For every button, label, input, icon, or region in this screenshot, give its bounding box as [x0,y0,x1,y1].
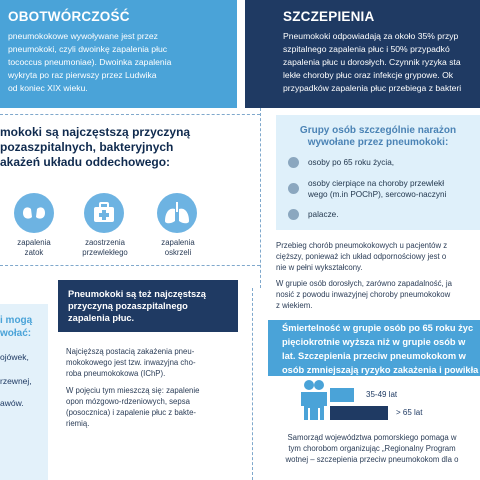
banner-left-text [8,30,171,95]
risk-group-line: osoby po 65 roku życia, [308,158,395,167]
mortality-line: pięciokrotnie wyższa niż w grupie osób w [282,337,466,347]
mortality-line: osób zmniejszają ryzyko zakażenia i powikła [282,365,479,375]
mortality-line: lat. Szczepienia przeciw pneumokokom w [282,351,466,361]
banner-left-line: od koniec XIX wieku. [8,83,88,93]
pneumonia-callout-line: przyczyną pozaszpitalnego [68,301,188,311]
complications-item: rzewnej, [0,376,32,386]
risk-group-line: osoby cierpiące na choroby przewlekł [308,179,445,188]
footer-line: wotnej – szczepienia przeciw pneumokokom dla o [285,455,459,464]
risk-group-line: wego (m.in POChP), sercowo-naczyni [308,190,447,199]
complications-side-box [0,304,48,480]
main-heading-line: akażeń układu oddechowego: [0,155,171,169]
risk-group-line: palacze. [308,210,339,219]
ipd-text-line: (posocznica) i zapalenie płuc z bakte- [66,408,197,417]
ipd-text-line: opon mózgowo-rdzeniowych, sepsa [66,397,190,406]
icon-label-line: zaostrzenia [85,238,125,247]
course-text [276,240,447,273]
banner-left [0,0,237,108]
icon-label-sinus [4,238,64,258]
divider-dashed [0,265,260,266]
risk-group-item [308,209,339,220]
complications-heading-line: i mogą [0,315,33,326]
footer-line: Samorząd województwa pomorskiego pomaga w [287,433,457,442]
footer-text [264,432,480,465]
banner-right-line: przypadków zapalenia płuc przebiega z bakteri [283,83,462,93]
adults-text-line: nosić z powodu inwazyjnej choroby pneumokokow [276,290,451,299]
banner-right-text [283,30,461,95]
age-bar-65 [330,406,388,420]
ipd-text-line: mokokowego jest tzw. inwazyjna cho- [66,358,196,367]
mortality-text [282,321,478,377]
complications-heading [0,314,32,340]
banner-left-line: wykryta po raz pierwszy przez Ludwika [8,70,157,80]
lungs-icon [157,193,197,233]
banner-right-line: szpitalnego zapalenia płuc i 50% przypadkó [283,44,450,54]
pneumonia-callout-line: zapalenia płuc. [68,313,135,323]
banner-right [245,0,480,108]
icon-label-chronic [70,238,140,258]
main-heading [0,125,190,170]
first-aid-icon [84,193,124,233]
risk-groups-title-line: wywołane przez pneumokoki: [307,137,449,148]
mortality-line: Śmiertelność w grupie osób po 65 roku życ [282,323,474,333]
age-bar-label: > 65 lat [396,408,423,417]
icon-label-line: zatok [24,248,44,257]
banner-right-title: SZCZEPIENIA [283,9,375,24]
banner-divider [237,0,245,108]
risk-group-item [308,178,446,200]
banner-left-line: tococcus pneumoniae). Dwoinka zapalenia [8,57,172,67]
footer-line: tym chorobom organizując „Regionalny Program [288,444,456,453]
icon-label-line: zapalenia [161,238,195,247]
main-heading-line: pozaszpitalnych, bakteryjnych [0,140,174,154]
divider-dashed [0,114,260,115]
banner-right-line: zapalenia płuc u dorosłych. Czynnik ryzyka sta [283,57,461,67]
ipd-text-line: roba pneumokokowa (IChP). [66,369,166,378]
divider-dashed-vertical [260,108,261,288]
icon-label-line: przewlekłego [82,248,128,257]
adults-text-line: z wiekiem. [276,301,313,310]
course-text-line: cięższy, ponieważ ich układ odpornościowy jest o [276,252,447,261]
person-young-icon-2 [306,380,332,422]
complications-item: ojówek, [0,352,29,362]
complications-heading-line: wołać: [0,328,32,339]
banner-right-line: Pneumokoki odpowiadają za około 35% przyp [283,31,459,41]
icon-label-bronchitis [148,238,208,258]
adults-text-line: W grupie osób dorosłych, zarówno zapadalność, ja [276,279,452,288]
banner-left-title: OBOTWÓRCZOŚĆ [8,9,130,24]
mortality-box [268,320,480,376]
course-text-line: nie w pełni wykształcony. [276,263,363,272]
divider-dashed-vertical [252,288,253,480]
course-text-line: Przebieg chorób pneumokokowych u pacjentów z [276,241,448,250]
icon-label-line: oskrzeli [164,248,192,257]
ipd-text-2 [66,385,246,429]
pneumonia-callout [58,280,238,332]
banner-left-line: pneumokokowe wywoływane jest przez [8,31,158,41]
banner-left-line: pneumokoki, czyli dwoinkę zapalenia płuc [8,44,168,54]
risk-groups-box [276,115,480,230]
risk-group-item [308,157,394,168]
bullet-icon [288,209,299,220]
complications-item: awów. [0,398,24,408]
risk-groups-title-line: Grupy osób szczególnie narażon [299,125,457,136]
ipd-text [66,346,246,379]
pneumonia-callout-text [68,288,206,324]
ipd-text-line: riemią. [66,419,90,428]
age-bar-35-49 [330,388,354,402]
risk-groups-title [276,125,480,149]
ipd-text-line: Najcięższą postacią zakażenia pneu- [66,347,195,356]
age-bar-label: 35-49 lat [366,390,398,399]
adults-text [276,278,452,311]
sinus-icon [14,193,54,233]
ipd-text-line: W pojęciu tym mieszczą się: zapalenie [66,386,200,395]
banner-right-line: lekłe choroby płuc oraz infekcje grypowe. Ok [283,70,454,80]
pneumonia-callout-line: Pneumokoki są też najczęstszą [68,289,206,299]
main-heading-line: mokoki są najczęstszą przyczyną [0,125,191,139]
bullet-icon [288,183,299,194]
bullet-icon [288,157,299,168]
age-comparison-chart [330,388,470,422]
icon-label-line: zapalenia [17,238,51,247]
